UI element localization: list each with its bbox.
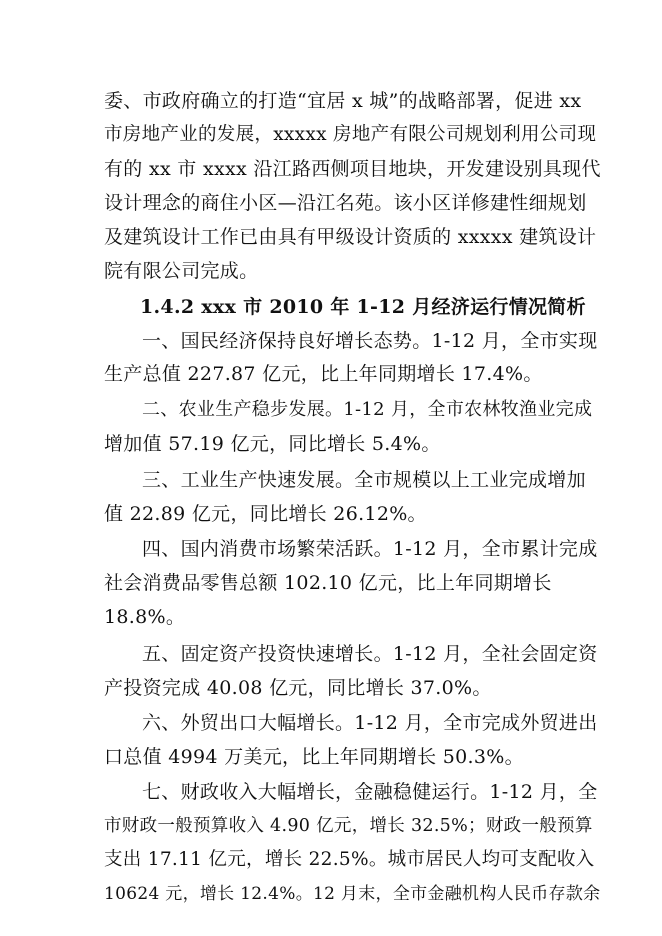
body-line: 七、财政收入大幅增长，金融稳健运行。1-12 月，全 [142, 781, 598, 803]
body-line: 生产总值 227.87 亿元，比上年同期增长 17.4%。 [104, 363, 543, 385]
body-line: 市财政一般预算收入 4.90 亿元，增长 32.5%；财政一般预算 [104, 816, 593, 836]
body-line: 社会消费品零售总额 102.10 亿元，比上年同期增长 [104, 572, 552, 594]
section-heading: 1.4.2 xxx 市 2010 年 1-12 月经济运行情况简析 [140, 296, 586, 318]
intro-line: 委、市政府确立的打造“宜居 x 城”的战略部署，促进 xx [104, 90, 582, 112]
intro-line: 有的 xx 市 xxxx 沿江路西侧项目地块，开发建设别具现代 [104, 158, 601, 180]
body-line: 18.8%。 [104, 606, 186, 628]
intro-line: 设计理念的商住小区—沿江名苑。该小区详修建性细规划 [104, 192, 587, 214]
intro-line: 及建筑设计工作已由具有甲级设计资质的 xxxxx 建筑设计 [104, 226, 597, 248]
body-line: 三、工业生产快速发展。全市规模以上工业完成增加 [142, 469, 586, 491]
body-line: 10624 元，增长 12.4%。12 月末，全市金融机构人民币存款余 [104, 884, 601, 904]
body-line: 产投资完成 40.08 亿元，同比增长 37.0%。 [104, 677, 492, 699]
body-line: 六、外贸出口大幅增长。1-12 月，全市完成外贸进出 [142, 712, 598, 734]
intro-line: 院有限公司完成。 [104, 260, 259, 282]
body-line: 四、国内消费市场繁荣活跃。1-12 月，全市累计完成 [142, 538, 598, 560]
body-line: 二、农业生产稳步发展。1-12 月，全市农林牧渔业完成 [142, 399, 593, 420]
body-line: 五、固定资产投资快速增长。1-12 月，全社会固定资 [142, 643, 598, 665]
body-line: 一、国民经济保持良好增长态势。1-12 月，全市实现 [142, 330, 598, 352]
body-line: 增加值 57.19 亿元，同比增长 5.4%。 [104, 433, 441, 455]
body-line: 支出 17.11 亿元，增长 22.5%。城市居民人均可支配收入 [104, 849, 595, 870]
body-line: 值 22.89 亿元，同比增长 26.12%。 [104, 503, 427, 525]
intro-line: 市房地产业的发展，xxxxx 房地产有限公司规划利用公司现 [104, 124, 597, 145]
body-line: 口总值 4994 万美元，比上年同期增长 50.3%。 [104, 746, 524, 768]
